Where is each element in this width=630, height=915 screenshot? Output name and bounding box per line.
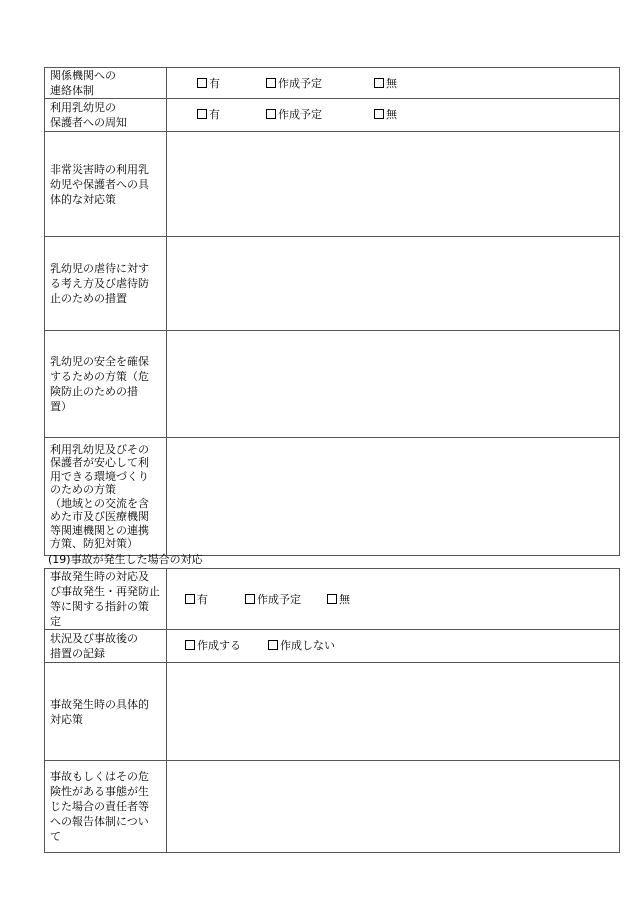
table-row — [45, 237, 620, 331]
checkbox-icon — [327, 594, 337, 604]
checkbox-icon — [185, 640, 195, 650]
options-cell — [167, 630, 620, 663]
checkbox-icon — [197, 78, 207, 88]
row-label: 乳幼児の安全を確保 するための方策（危 険防止のための措 置） — [45, 331, 167, 438]
checkbox-icon — [185, 594, 195, 604]
row-label: 乳幼児の虐待に対す る考え方及び虐待防 止のための措置 — [45, 237, 167, 331]
row-label: 非常災害時の利用乳 幼児や保護者への具 体的な対応策 — [45, 132, 167, 237]
options-cell — [167, 569, 620, 630]
answer-cell[interactable] — [167, 761, 620, 853]
row-label: 利用乳幼児及びその 保護者が安心して利 用できる環境づくり のための方策 （地域との交流を含 めた市及び医療機関 等関連機関との連携 方策、防犯対策） — [45, 438, 167, 556]
table-row — [45, 761, 620, 853]
checkbox-option[interactable]: 無 — [374, 107, 397, 122]
facility-safety-table — [44, 67, 620, 556]
checkbox-option[interactable]: 作成予定 — [245, 592, 301, 607]
checkbox-icon — [374, 109, 384, 119]
options-cell — [167, 68, 620, 99]
checkbox-option[interactable]: 有 — [185, 592, 208, 607]
row-label: 利用乳幼児の 保護者への周知 — [45, 99, 167, 132]
table-row — [45, 132, 620, 237]
checkbox-option[interactable]: 無 — [327, 592, 350, 607]
row-label: 状況及び事故後の 措置の記録 — [45, 630, 167, 663]
checkbox-option[interactable]: 有 — [197, 107, 220, 122]
section-caption: (19)事故が発生した場合の対応 — [48, 553, 203, 566]
answer-cell[interactable] — [167, 331, 620, 438]
table-row — [45, 99, 620, 132]
options-cell — [167, 99, 620, 132]
checkbox-option[interactable]: 作成予定 — [266, 107, 322, 122]
answer-cell[interactable] — [167, 438, 620, 556]
checkbox-option[interactable]: 作成予定 — [266, 76, 322, 91]
row-label: 事故発生時の具体的 対応策 — [45, 663, 167, 761]
table-row — [45, 438, 620, 556]
answer-cell[interactable] — [167, 237, 620, 331]
checkbox-option[interactable]: 作成する — [185, 638, 241, 653]
checkbox-icon — [245, 594, 255, 604]
accident-response-table — [44, 568, 620, 853]
row-label: 事故もしくはその危 険性がある事態が生 じた場合の責任者等 への報告体制につい て — [45, 761, 167, 853]
checkbox-option[interactable]: 無 — [374, 76, 397, 91]
table-row — [45, 663, 620, 761]
table-row — [45, 331, 620, 438]
checkbox-option[interactable]: 有 — [197, 76, 220, 91]
table-row — [45, 569, 620, 630]
checkbox-option[interactable]: 作成しない — [268, 638, 335, 653]
checkbox-icon — [197, 109, 207, 119]
table-row — [45, 630, 620, 663]
checkbox-icon — [266, 78, 276, 88]
row-label: 関係機関への 連絡体制 — [45, 68, 167, 99]
checkbox-icon — [374, 78, 384, 88]
checkbox-icon — [268, 640, 278, 650]
checkbox-icon — [266, 109, 276, 119]
table-row — [45, 68, 620, 99]
row-label: 事故発生時の対応及 び事故発生・再発防止 等に関する指針の策 定 — [45, 569, 167, 630]
answer-cell[interactable] — [167, 132, 620, 237]
answer-cell[interactable] — [167, 663, 620, 761]
